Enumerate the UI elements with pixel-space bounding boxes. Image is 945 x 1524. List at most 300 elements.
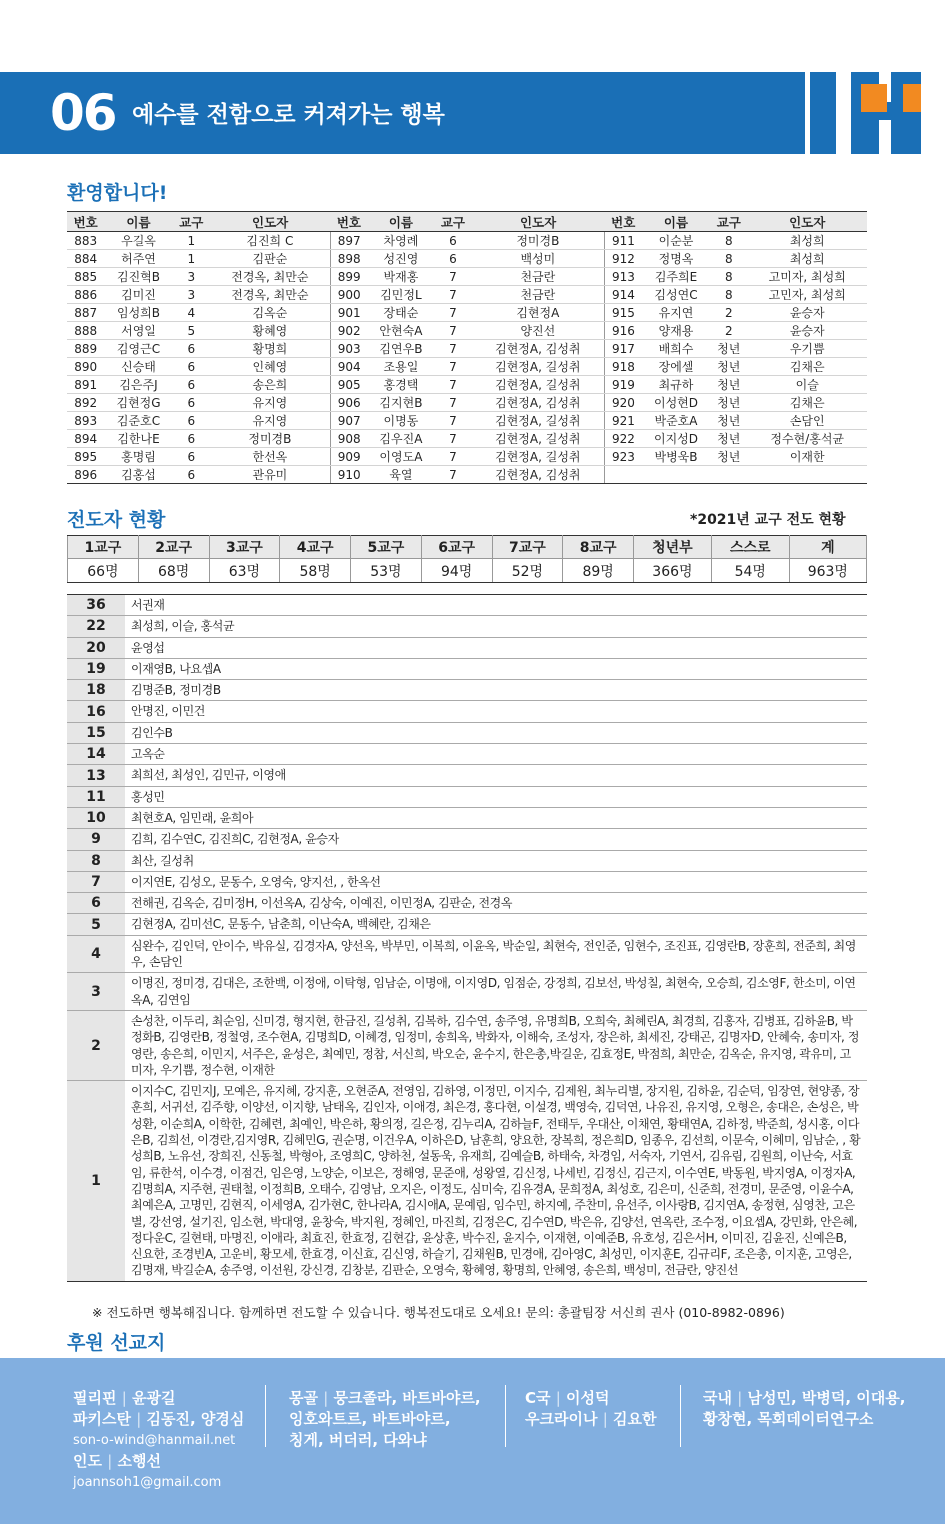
table-row (67, 250, 867, 268)
column-header: 인도자 (747, 212, 867, 232)
evangelism-title: 전도자 현황 (67, 509, 166, 531)
table-cell: 조용일 (368, 358, 435, 376)
ranking-row (67, 850, 867, 871)
footer-divider (680, 1385, 681, 1447)
table-cell: 883 (67, 232, 104, 250)
footer-divider (505, 1385, 506, 1447)
table-cell: 김진혁B (104, 268, 172, 286)
table-cell: 김현정G (104, 394, 172, 412)
table-cell: 천금란 (472, 286, 605, 304)
table-row (67, 430, 867, 448)
district-header: 1교구 (68, 536, 139, 559)
ranking-names: 김현정A, 김미선C, 문동수, 남춘희, 이난숙A, 백혜란, 김채은 (131, 917, 431, 932)
ranking-row (67, 765, 867, 786)
table-row (67, 304, 867, 322)
table-cell: 김연우B (368, 340, 435, 358)
ranking-row (67, 616, 867, 637)
table-cell: 885 (67, 268, 104, 286)
welcome-title: 환영합니다! (67, 182, 168, 204)
table-cell: 천금란 (472, 268, 605, 286)
table-cell: 6 (173, 430, 210, 448)
ranking-names: 김명준B, 정미경B (131, 683, 221, 698)
ranking-row (67, 786, 867, 807)
table-cell: 우기쁨 (747, 340, 867, 358)
ranking-row (67, 914, 867, 935)
table-cell: 914 (605, 286, 642, 304)
table-cell: 유지영 (210, 394, 330, 412)
district-header: 8교구 (563, 536, 634, 559)
district-table (67, 535, 867, 583)
country-label: 필리핀 (73, 1389, 117, 1407)
table-cell: 유지연 (642, 304, 710, 322)
table-cell: 백성미 (472, 250, 605, 268)
table-cell: 청년 (710, 412, 747, 430)
ranking-names: 고옥순 (131, 747, 165, 762)
table-cell: 윤승자 (747, 322, 867, 340)
district-value: 94명 (421, 559, 492, 583)
missionary-col-3: C국 | 이성덕 우크라이나 | 김요한 (525, 1389, 657, 1428)
district-header: 4교구 (280, 536, 351, 559)
ranking-count: 13 (67, 765, 125, 786)
table-cell: 896 (67, 466, 104, 484)
missionary-names: 이성덕 (566, 1389, 610, 1407)
table-cell: 이명동 (368, 412, 435, 430)
table-cell: 6 (173, 466, 210, 484)
district-header: 청년부 (634, 536, 712, 559)
column-header: 이름 (104, 212, 172, 232)
ranking-count: 8 (67, 850, 125, 871)
ranking-names: 이명진, 정미경, 김대은, 조한백, 이정애, 이탁형, 임남순, 이명애, 이지영D, 임점순, 강정희, 김보선, 박성칠, 최현숙, 오승희, 김소영F, 한소미, 이연옥A, 김연임 (131, 976, 856, 1007)
table-cell: 894 (67, 430, 104, 448)
ranking-count: 14 (67, 744, 125, 765)
ranking-names: 서권재 (131, 598, 165, 612)
table-cell: 7 (434, 268, 471, 286)
ranking-count: 3 (67, 973, 125, 1011)
table-cell: 919 (605, 376, 642, 394)
table-cell (710, 466, 747, 484)
missionary-names: 윤광길 (132, 1389, 176, 1407)
ranking-names: 전해권, 김옥순, 김미정H, 이선옥A, 김상숙, 이예진, 이민정A, 김판순, 전경옥 (131, 896, 513, 911)
ranking-names: 안명진, 이민건 (131, 704, 205, 719)
table-cell: 유지영 (210, 412, 330, 430)
ranking-names: 최희선, 최성인, 김민규, 이영애 (131, 768, 286, 783)
country-label: 국내 (703, 1389, 732, 1407)
table-cell: 7 (434, 358, 471, 376)
missionary-names: 소행선 (117, 1452, 161, 1470)
table-cell: 김현정A, 김성취 (472, 466, 605, 484)
table-cell: 허주연 (104, 250, 172, 268)
table-cell: 7 (434, 412, 471, 430)
district-value: 66명 (68, 559, 139, 583)
table-row (67, 286, 867, 304)
table-cell: 박준호A (642, 412, 710, 430)
table-cell: 신승태 (104, 358, 172, 376)
district-header: 계 (789, 536, 866, 559)
missionary-names: 남성민, 박병덕, 이대용, (747, 1389, 906, 1407)
table-cell: 김현정A (472, 304, 605, 322)
table-cell: 홍경택 (368, 376, 435, 394)
table-cell: 정명옥 (642, 250, 710, 268)
table-cell: 1 (173, 250, 210, 268)
table-cell: 정미경B (210, 430, 330, 448)
table-cell: 김우진A (368, 430, 435, 448)
table-cell: 8 (710, 286, 747, 304)
column-header: 번호 (605, 212, 642, 232)
table-cell: 김진희 C (210, 232, 330, 250)
table-cell: 고민자, 최성희 (747, 286, 867, 304)
table-cell: 이성현D (642, 394, 710, 412)
table-row (67, 466, 867, 484)
table-cell: 892 (67, 394, 104, 412)
table-row (67, 322, 867, 340)
table-cell: 922 (605, 430, 642, 448)
table-cell: 6 (173, 448, 210, 466)
table-cell: 6 (434, 232, 471, 250)
ranking-names: 이재영B, 나요셉A (131, 661, 221, 676)
ranking-names: 홍성민 (131, 789, 165, 804)
table-cell: 송은희 (210, 376, 330, 394)
table-cell: 908 (330, 430, 367, 448)
table-cell: 관유미 (210, 466, 330, 484)
district-value: 52명 (492, 559, 563, 583)
table-cell: 김지현B (368, 394, 435, 412)
table-cell: 김미진 (104, 286, 172, 304)
table-cell: 김영근C (104, 340, 172, 358)
table-cell: 886 (67, 286, 104, 304)
table-row (67, 358, 867, 376)
table-cell: 7 (434, 394, 471, 412)
table-cell: 893 (67, 412, 104, 430)
table-cell: 1 (173, 232, 210, 250)
ranking-count: 36 (67, 595, 125, 616)
table-cell: 2 (710, 322, 747, 340)
ranking-row (67, 973, 867, 1011)
table-cell: 8 (710, 250, 747, 268)
table-cell: 김성연C (642, 286, 710, 304)
table-cell: 6 (173, 340, 210, 358)
table-cell: 5 (173, 322, 210, 340)
district-value: 963명 (789, 559, 866, 583)
ranking-names: 김인수B (131, 725, 173, 740)
table-cell: 김준호C (104, 412, 172, 430)
district-value: 89명 (563, 559, 634, 583)
table-cell: 884 (67, 250, 104, 268)
column-header: 이름 (368, 212, 435, 232)
missionary-names: 칭게, 버더러, 다와냐 (289, 1431, 427, 1449)
table-cell: 최성희 (747, 250, 867, 268)
column-header: 번호 (67, 212, 104, 232)
table-cell: 895 (67, 448, 104, 466)
column-header: 인도자 (210, 212, 330, 232)
table-cell: 청년 (710, 448, 747, 466)
table-cell: 6 (173, 412, 210, 430)
district-value: 68명 (138, 559, 209, 583)
table-cell: 한선옥 (210, 448, 330, 466)
table-cell: 900 (330, 286, 367, 304)
ranking-count: 15 (67, 722, 125, 743)
ranking-names: 윤영섭 (131, 640, 165, 655)
table-cell: 913 (605, 268, 642, 286)
ranking-names: 이지연E, 김성오, 문동수, 오영숙, 양지선, , 한옥선 (131, 874, 381, 889)
table-cell: 7 (434, 448, 471, 466)
table-cell: 우길옥 (104, 232, 172, 250)
table-row (67, 340, 867, 358)
ranking-row (67, 658, 867, 679)
ranking-count: 22 (67, 616, 125, 637)
table-cell: 이재한 (747, 448, 867, 466)
ranking-count: 18 (67, 680, 125, 701)
ranking-row (67, 1081, 867, 1282)
table-cell: 904 (330, 358, 367, 376)
country-label: 인도 (73, 1452, 102, 1470)
table-cell: 청년 (710, 340, 747, 358)
column-header: 교구 (173, 212, 210, 232)
missionary-names: 김요한 (612, 1410, 657, 1428)
table-cell: 청년 (710, 430, 747, 448)
district-header: 7교구 (492, 536, 563, 559)
table-cell: 배희수 (642, 340, 710, 358)
table-cell: 6 (173, 394, 210, 412)
table-cell: 890 (67, 358, 104, 376)
table-cell: 장에셀 (642, 358, 710, 376)
welcome-table (67, 211, 867, 484)
table-cell: 918 (605, 358, 642, 376)
table-cell: 897 (330, 232, 367, 250)
table-cell: 4 (173, 304, 210, 322)
table-cell: 성진영 (368, 250, 435, 268)
table-cell: 김현정A, 김성취 (472, 394, 605, 412)
table-cell: 양재용 (642, 322, 710, 340)
table-cell: 차영례 (368, 232, 435, 250)
ranking-count: 1 (67, 1081, 125, 1282)
table-cell: 916 (605, 322, 642, 340)
ranking-names: 최현호A, 임민래, 윤희아 (131, 810, 254, 825)
table-cell: 891 (67, 376, 104, 394)
table-cell: 이지성D (642, 430, 710, 448)
table-cell: 김현정A, 길성취 (472, 448, 605, 466)
table-cell: 912 (605, 250, 642, 268)
table-cell: 889 (67, 340, 104, 358)
table-cell: 김현정A, 길성취 (472, 376, 605, 394)
table-cell: 3 (173, 286, 210, 304)
table-row (67, 376, 867, 394)
ranking-names: 최산, 길성취 (131, 853, 194, 868)
ranking-row (67, 595, 867, 616)
ranking-count: 19 (67, 658, 125, 679)
table-cell: 이슬 (747, 376, 867, 394)
table-cell: 2 (710, 304, 747, 322)
missionary-names: 뭉크졸라, 바트바야르, (333, 1389, 481, 1407)
ranking-count: 5 (67, 914, 125, 935)
district-value: 54명 (711, 559, 789, 583)
table-cell: 인혜영 (210, 358, 330, 376)
ranking-names: 김희, 김수연C, 김진희C, 김현정A, 윤승자 (131, 832, 339, 847)
table-cell: 902 (330, 322, 367, 340)
table-cell: 8 (710, 232, 747, 250)
church-logo-icon (805, 72, 945, 154)
table-cell: 김현정A, 길성취 (472, 430, 605, 448)
table-cell: 김홍섭 (104, 466, 172, 484)
table-cell: 김주희E (642, 268, 710, 286)
missionary-names: 잉호와트르, 바트바야르, (289, 1410, 451, 1428)
table-cell: 7 (434, 376, 471, 394)
table-row (67, 232, 867, 250)
ranking-count: 16 (67, 701, 125, 722)
evangelism-subtitle: *2021년 교구 전도 현황 (690, 512, 846, 528)
table-cell: 김현정A, 김성취 (472, 340, 605, 358)
ranking-row (67, 807, 867, 828)
table-cell: 육열 (368, 466, 435, 484)
table-cell: 7 (434, 322, 471, 340)
district-header: 스스로 (711, 536, 789, 559)
district-header: 6교구 (421, 536, 492, 559)
table-cell: 901 (330, 304, 367, 322)
table-cell: 915 (605, 304, 642, 322)
ranking-count: 7 (67, 871, 125, 892)
table-cell: 김채은 (747, 394, 867, 412)
table-cell: 7 (434, 286, 471, 304)
table-cell: 홍명림 (104, 448, 172, 466)
table-row (67, 412, 867, 430)
missionary-names: 김동진, 양경심 (146, 1410, 245, 1428)
country-label: 몽골 (289, 1389, 318, 1407)
table-cell: 6 (434, 250, 471, 268)
table-cell: 911 (605, 232, 642, 250)
table-cell: 청년 (710, 376, 747, 394)
ranking-table (67, 594, 867, 1282)
table-cell: 박재홍 (368, 268, 435, 286)
missionary-col-4: 국내 | 남성민, 박병덕, 이대용, 황창현, 목회데이터연구소 (703, 1389, 906, 1428)
table-cell (642, 466, 710, 484)
email-text: son-o-wind@hanmail.net (73, 1433, 236, 1448)
table-cell: 8 (710, 268, 747, 286)
section-title: 예수를 전함으로 커져가는 행복 (132, 102, 445, 128)
column-header: 교구 (710, 212, 747, 232)
table-cell (605, 466, 642, 484)
table-cell: 906 (330, 394, 367, 412)
table-cell: 서영일 (104, 322, 172, 340)
district-value: 58명 (280, 559, 351, 583)
table-cell: 윤승자 (747, 304, 867, 322)
table-cell: 909 (330, 448, 367, 466)
table-row (67, 268, 867, 286)
table-cell: 김민정L (368, 286, 435, 304)
missionary-col-1: 필리핀 | 윤광길 파키스탄 | 김동진, 양경심 son-o-wind@hanmail.net 인도 | 소행선 joannsoh1@gmail.com (73, 1388, 244, 1493)
table-cell: 안현숙A (368, 322, 435, 340)
table-cell: 920 (605, 394, 642, 412)
country-label: C국 (525, 1389, 551, 1407)
table-cell: 박병욱B (642, 448, 710, 466)
table-cell: 최규하 (642, 376, 710, 394)
ranking-row (67, 637, 867, 658)
table-cell (747, 466, 867, 484)
email-text: joannsoh1@gmail.com (73, 1475, 222, 1490)
table-cell: 899 (330, 268, 367, 286)
district-header: 3교구 (209, 536, 280, 559)
ranking-count: 11 (67, 786, 125, 807)
table-cell: 김옥순 (210, 304, 330, 322)
column-header: 인도자 (472, 212, 605, 232)
table-cell: 손담인 (747, 412, 867, 430)
table-cell: 7 (434, 430, 471, 448)
footer-divider (265, 1385, 266, 1447)
ranking-count: 2 (67, 1010, 125, 1080)
table-cell: 이순분 (642, 232, 710, 250)
table-cell: 888 (67, 322, 104, 340)
ranking-names: 이지수C, 김민지J, 모예은, 유지혜, 강지훈, 오현준A, 전영임, 김하영, 이정민, 이지수, 김제원, 최누리별, 장지원, 김하윤, 김순덕, 임장연, 현양종, 장훈희, 서귀선, 김주향, 이양선, 이지향, 남태옥, 김인자, 이애경, 최은경, 홍다현, 이설경, 백영숙, 김덕연, 나유진, 유지영, 오형은, 송대은, 손성은, 박성환, 이순희A, 이학한, 김혜련, 최예인, 박은하, 황의정, 길은정, 김누리A, 김하늘F, 전태두, 우대산, 이채연, 황태연A, 김하정, 박준희, 성시홍, 이다은B, 김희선, 이경란,김지영R, 김혜민G, 권순명, 이건우A, 이하은D, 남훈희, 양요한, 장복희, 정은희D, 임종우, 김선희, 이문숙, 이혜미, 임남순, , 황성희B, 노유선, 장희진, 신동철, 박형아, 조영희C, 양하천, 설동욱, 유재희, 김예슬B, 하태숙, 차경임, 서숙자, 기연서, 김유림, 김원희, 이난숙, 서효임, 류한석, 이수경, 이점건, 임은영, 노양순, 이보은, 정해영, 문준애, 성왕열, 김신정, 나세빈, 김정신, 김근지, 이수연E, 박동원, 박지영A, 이정자A, 김명희A, 지주현, 권태철, 이정희B, 오태수, 김영남, 오지은, 이정도, 심미숙, 김유경A, 문희정A, 최성호, 김은미, 신준희, 전경미, 문준영, 이윤수A, 최예은A, 고명민, 김현직, 이세영A, 김가현C, 한나라A, 김시애A, 문예림, 임수민, 하지예, 주찬미, 유선주, 이사랑B, 김지연A, 송정현, 심영찬, 고은별, 강선영, 설기진, 임소현, 박대영, 윤창숙, 박지원, 정혜인, 마진희, 김정은C, 김수연D, 박은유, 김양선, 연옥란, 조수정, 이요셉A, 강민화, 안은혜, 정다운C, 길현태, 마명진, 이애라, 최효진, 한효정, 김현갑, 윤상훈, 박수진, 윤지수, 이재현, 이예준B, 유호성, 김은서H, 이미진, 김윤진, 신예은B, 신요한, 조경빈A, 고운비, 황모세, 한효경, 이신효, 김신영, 하슬기, 김채원B, 민경애, 김아영C, 최성민, 이지훈E, 김규리F, 조은총, 이지훈, 고영은, 김명재, 박길순A, 송주영, 이선원, 강신경, 김창분, 김판순, 오영숙, 황혜영, 황명희, 안혜영, 송은희, 백성미, 전금란, 양진선 (131, 1084, 861, 1278)
table-cell: 김은주J (104, 376, 172, 394)
table-cell: 양진선 (472, 322, 605, 340)
missionary-names: 황창현, 목회데이터연구소 (703, 1410, 874, 1428)
table-cell: 전경옥, 최만순 (210, 268, 330, 286)
ranking-names: 심완수, 김인덕, 안이수, 박유실, 김경자A, 양선옥, 박부민, 이복희, 이윤옥, 박순일, 최현숙, 전인준, 임현수, 조진표, 김영란B, 장훈희, 전준희, 최영우, 손담인 (131, 938, 856, 970)
table-cell: 905 (330, 376, 367, 394)
ranking-row (67, 829, 867, 850)
table-cell: 3 (173, 268, 210, 286)
ranking-row (67, 935, 867, 973)
table-cell: 최성희 (747, 232, 867, 250)
country-label: 파키스탄 (73, 1410, 131, 1428)
ranking-names: 손성찬, 이두리, 최순임, 신미경, 형지현, 한금진, 길성취, 김복하, 김수연, 송주영, 유명희B, 오희숙, 최혜린A, 최경희, 김홍자, 김병표, 김하윤B, 박정화B, 김영란B, 정철영, 조수현A, 김명희D, 이혜경, 임정미, 송희옥, 박화자, 이해숙, 조성자, 장은하, 최세진, 강태곤, 김명자D, 안혜숙, 송미자, 정영란, 송은희, 이민지, 서주은, 윤성은, 최예민, 정참, 서신희, 박오순, 윤수지, 한은총,박길운, 김효정E, 박점희, 최만순, 김옥순, 유지영, 곽유미, 고미자, 우기쁨, 정수현, 이재한 (131, 1013, 860, 1077)
table-cell: 6 (173, 358, 210, 376)
ranking-count: 9 (67, 829, 125, 850)
ranking-row (67, 893, 867, 914)
ranking-count: 6 (67, 893, 125, 914)
district-value: 366명 (634, 559, 712, 583)
table-cell: 이영도A (368, 448, 435, 466)
missionaries-title: 후원 선교지 (67, 1332, 166, 1354)
country-label: 우크라이나 (525, 1410, 598, 1428)
table-cell: 고미자, 최성희 (747, 268, 867, 286)
column-header: 교구 (434, 212, 471, 232)
ranking-row (67, 871, 867, 892)
table-row (67, 448, 867, 466)
table-cell: 황명희 (210, 340, 330, 358)
column-header: 번호 (330, 212, 367, 232)
table-cell: 황혜영 (210, 322, 330, 340)
table-cell: 청년 (710, 358, 747, 376)
table-cell: 6 (173, 376, 210, 394)
ranking-row (67, 680, 867, 701)
section-number: 06 (50, 84, 116, 142)
district-value: 53명 (351, 559, 422, 583)
table-cell: 910 (330, 466, 367, 484)
district-header: 5교구 (351, 536, 422, 559)
table-cell: 898 (330, 250, 367, 268)
table-cell: 장태순 (368, 304, 435, 322)
table-cell: 907 (330, 412, 367, 430)
table-cell: 김한나E (104, 430, 172, 448)
table-cell: 921 (605, 412, 642, 430)
table-cell: 917 (605, 340, 642, 358)
missionary-col-2: 몽골 | 뭉크졸라, 바트바야르, 잉호와트르, 바트바야르, 칭게, 버더러, 다와냐 (289, 1389, 481, 1449)
table-cell: 김채은 (747, 358, 867, 376)
table-cell: 923 (605, 448, 642, 466)
district-header: 2교구 (138, 536, 209, 559)
ranking-row (67, 722, 867, 743)
table-cell: 임성희B (104, 304, 172, 322)
table-cell: 정미경B (472, 232, 605, 250)
contact-note: ※ 전도하면 행복해집니다. 함께하면 전도할 수 있습니다. 행복전도대로 오세요! 문의: 총괄팀장 서신희 권사 (010-8982-0896) (92, 1305, 785, 1320)
table-cell: 청년 (710, 394, 747, 412)
table-cell: 7 (434, 340, 471, 358)
table-cell: 887 (67, 304, 104, 322)
table-cell: 김판순 (210, 250, 330, 268)
table-cell: 903 (330, 340, 367, 358)
table-cell: 7 (434, 466, 471, 484)
table-cell: 김현정A, 길성취 (472, 358, 605, 376)
table-cell: 7 (434, 304, 471, 322)
